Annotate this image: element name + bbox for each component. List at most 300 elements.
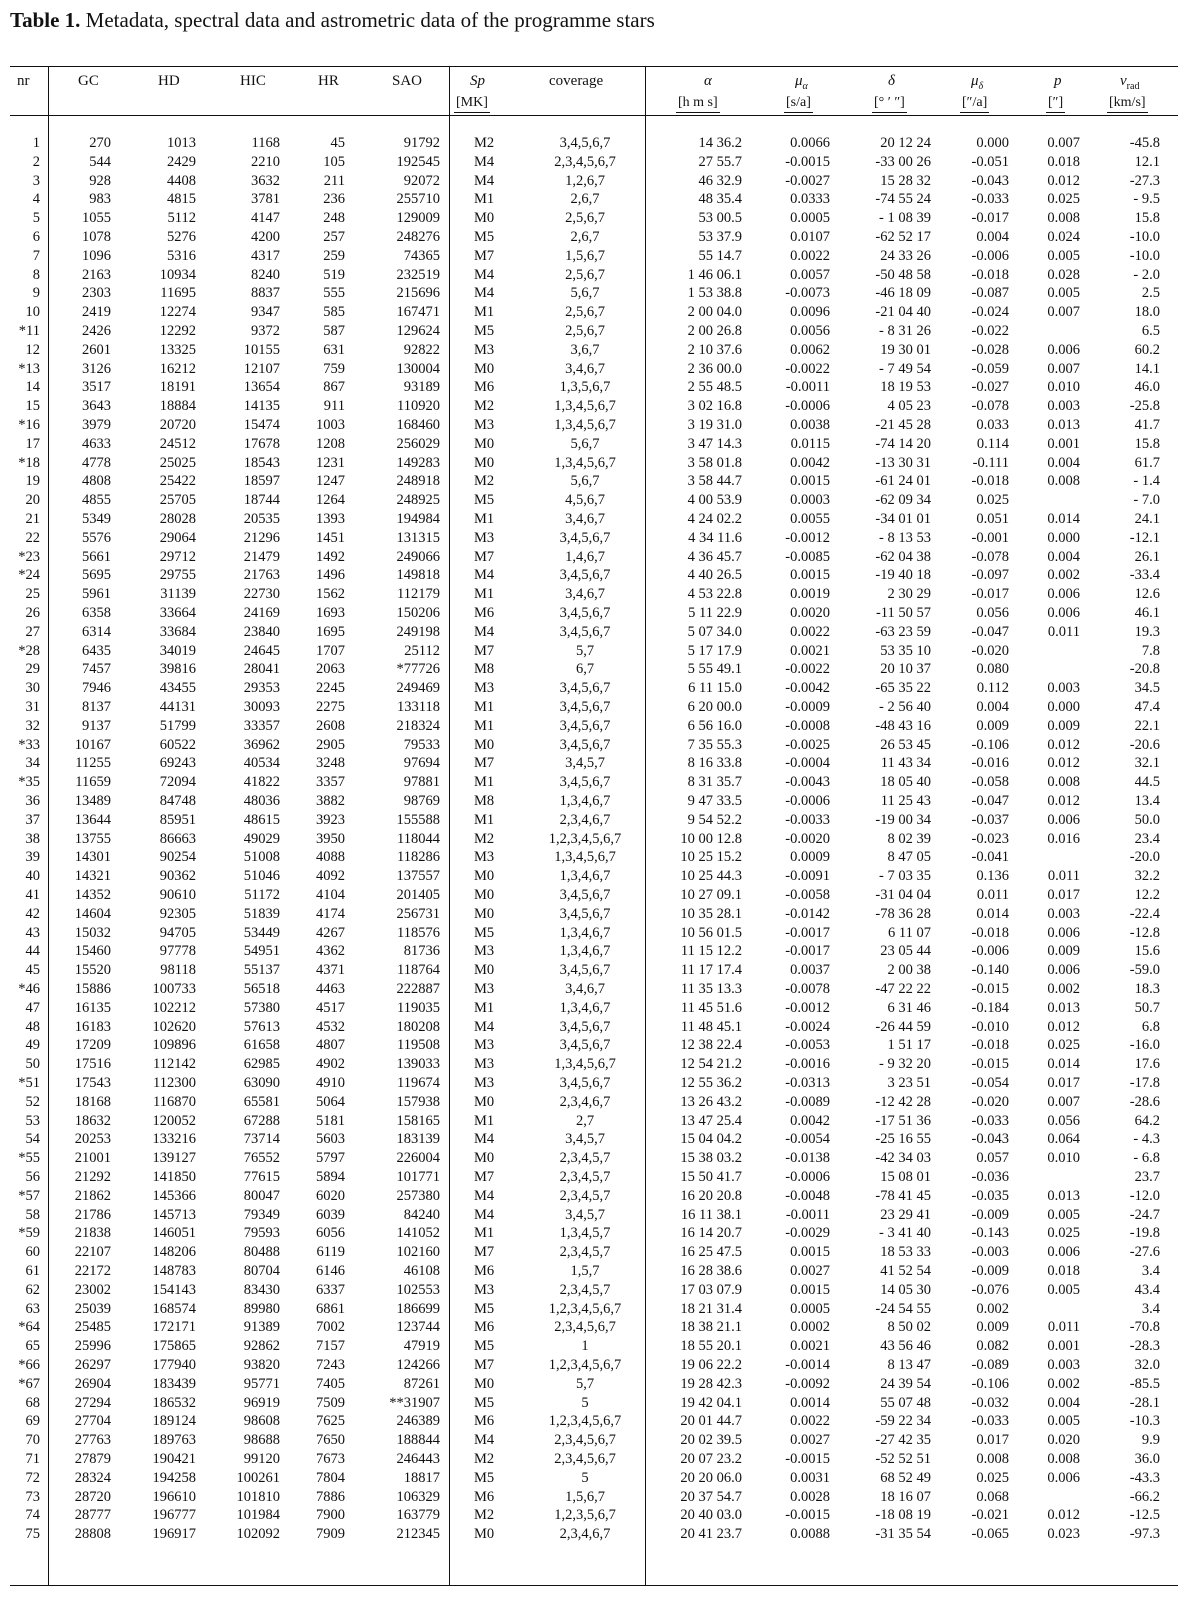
cell-sp: M1 xyxy=(474,699,495,715)
cell-hd: 13325 xyxy=(159,341,196,358)
cell-vrad: 60.2 xyxy=(1134,341,1160,358)
cell-gc: 15886 xyxy=(74,981,111,997)
cell-sp: M2 xyxy=(474,473,495,490)
cell-coverage: 3,4,6,7 xyxy=(565,981,605,997)
cell-delta: - 8 13 53 xyxy=(879,529,931,546)
cell-hd: 196917 xyxy=(152,1526,196,1543)
cell-hr: 105 xyxy=(323,153,345,170)
cell-sp: M1 xyxy=(474,586,495,603)
cell-delta: -17 51 36 xyxy=(875,1112,931,1129)
cell-hic: 96919 xyxy=(243,1394,280,1411)
cell-sao: 246443 xyxy=(396,1451,440,1467)
cell-mu-alpha: -0.0042 xyxy=(785,680,830,697)
cell-sp: M6 xyxy=(474,605,495,621)
cell-mu-alpha: -0.0025 xyxy=(785,736,830,753)
cell-coverage: 2,3,4,5,7 xyxy=(559,1187,611,1204)
cell-hd: 102212 xyxy=(152,999,196,1016)
cell-coverage: 2,3,4,5,7 xyxy=(559,1244,611,1261)
cell-delta: -62 04 38 xyxy=(875,548,931,565)
cell-sp: M3 xyxy=(474,943,495,960)
cell-sp: M4 xyxy=(474,1432,495,1449)
cell-hic: 28041 xyxy=(243,661,280,678)
cell-sao: 47919 xyxy=(403,1338,440,1355)
cell-sp: M0 xyxy=(474,435,495,452)
cell-hd: 20720 xyxy=(159,417,196,433)
cell-sao: 18817 xyxy=(403,1469,440,1486)
cell-parallax: 0.004 xyxy=(1047,454,1080,471)
cell-hr: 1695 xyxy=(316,623,345,640)
col-mu-alpha-header: $\mu_\alpha$ xyxy=(795,73,808,92)
cell-sao: 255710 xyxy=(396,191,440,208)
cell-hic: 48036 xyxy=(243,793,280,809)
cell-nr: 30 xyxy=(25,680,40,697)
cell-sao: 119674 xyxy=(397,1075,440,1091)
cell-alpha: 6 20 00.0 xyxy=(687,699,742,715)
cell-parallax: 0.064 xyxy=(1047,1131,1080,1148)
cell-hr: 911 xyxy=(323,398,345,415)
cell-alpha: 4 24 02.2 xyxy=(687,511,742,527)
cell-mu-delta: -0.009 xyxy=(971,1206,1009,1223)
cell-parallax: 0.012 xyxy=(1047,1507,1080,1524)
cell-gc: 11659 xyxy=(75,774,111,791)
cell-delta: 8 02 39 xyxy=(887,830,931,847)
cell-vrad: 41.7 xyxy=(1134,417,1160,433)
cell-sp: M2 xyxy=(474,398,495,415)
cell-mu-delta: -0.006 xyxy=(971,247,1009,264)
cell-gc: 6314 xyxy=(82,623,111,640)
cell-mu-delta: 0.136 xyxy=(976,868,1009,885)
cell-mu-alpha: -0.0054 xyxy=(785,1131,830,1148)
cell-sao: 212345 xyxy=(396,1526,440,1543)
cell-nr: *11 xyxy=(18,323,40,339)
cell-parallax: 0.023 xyxy=(1047,1526,1080,1543)
cell-mu-delta: 0.080 xyxy=(976,661,1009,678)
cell-hr: 6039 xyxy=(316,1206,345,1223)
cell-gc: 20253 xyxy=(74,1131,111,1148)
cell-sao: 131315 xyxy=(396,529,440,546)
cell-gc: 23002 xyxy=(74,1281,111,1298)
cell-sp: M3 xyxy=(474,529,495,546)
cell-nr: 73 xyxy=(25,1488,40,1505)
cell-sao: 93189 xyxy=(403,379,440,396)
cell-parallax: 0.014 xyxy=(1047,1056,1080,1073)
cell-hd: 60522 xyxy=(159,736,196,753)
cell-gc: 17543 xyxy=(74,1075,111,1091)
cell-coverage: 1,2,3,4,5,6,7 xyxy=(548,830,622,847)
cell-delta: 11 43 34 xyxy=(880,755,931,772)
cell-hr: 45 xyxy=(330,135,345,151)
cell-hr: 2063 xyxy=(316,661,345,678)
cell-mu-delta: -0.006 xyxy=(971,943,1009,960)
cell-delta: 20 12 24 xyxy=(880,135,931,151)
cell-nr: 3 xyxy=(32,172,40,189)
cell-mu-delta: -0.021 xyxy=(971,1507,1009,1524)
cell-vrad: 32.1 xyxy=(1134,755,1160,772)
cell-mu-alpha: -0.0015 xyxy=(785,1507,830,1524)
cell-gc: 14321 xyxy=(74,868,111,885)
cell-delta: -21 04 40 xyxy=(875,304,931,321)
cell-nr: 72 xyxy=(25,1469,40,1486)
cell-mu-delta: -0.087 xyxy=(971,285,1009,302)
cell-mu-delta: 0.004 xyxy=(976,699,1009,715)
cell-parallax: 0.005 xyxy=(1047,1281,1080,1298)
cell-hic: 53449 xyxy=(243,924,280,941)
cell-sp: M7 xyxy=(474,755,495,772)
cell-delta: 18 16 07 xyxy=(880,1488,931,1505)
cell-hd: 29064 xyxy=(159,529,196,546)
cell-alpha: 20 20 06.0 xyxy=(680,1469,742,1486)
cell-hic: 2210 xyxy=(251,153,280,170)
cell-hic: 36962 xyxy=(243,736,280,753)
cell-sp: M2 xyxy=(474,135,495,151)
cell-parallax: 0.003 xyxy=(1047,680,1080,697)
cell-vrad: - 1.4 xyxy=(1133,473,1160,490)
cell-gc: 14301 xyxy=(74,849,111,866)
cell-mu-alpha: -0.0015 xyxy=(785,1451,830,1467)
cell-hd: 141850 xyxy=(152,1169,196,1185)
cell-sao: 118286 xyxy=(397,849,440,866)
cell-hr: 4532 xyxy=(316,1018,345,1035)
cell-delta: 41 52 54 xyxy=(880,1263,931,1279)
cell-mu-alpha: -0.0022 xyxy=(785,360,830,377)
cell-vrad: 18.0 xyxy=(1134,304,1160,321)
cell-delta: -62 52 17 xyxy=(875,229,931,245)
cell-sp: M1 xyxy=(474,999,495,1016)
cell-mu-delta: -0.078 xyxy=(971,548,1009,565)
divider-after-sao xyxy=(449,66,450,1585)
cell-sao: 150206 xyxy=(396,605,440,621)
cell-alpha: 4 34 11.6 xyxy=(688,529,742,546)
cell-coverage: 3,4,6,7 xyxy=(565,586,605,603)
cell-gc: 7457 xyxy=(82,661,111,678)
cell-sp: M8 xyxy=(474,793,495,809)
cell-sao: 256731 xyxy=(396,905,440,922)
cell-alpha: 8 16 33.8 xyxy=(687,755,742,772)
cell-hic: 83430 xyxy=(243,1281,280,1298)
cell-mu-delta: -0.033 xyxy=(971,191,1009,208)
cell-hr: 236 xyxy=(323,191,345,208)
cell-nr: *16 xyxy=(18,417,40,433)
cell-nr: 31 xyxy=(25,699,40,715)
cell-vrad: 12.6 xyxy=(1134,586,1160,603)
cell-hic: 51839 xyxy=(243,905,280,922)
cell-mu-delta: -0.047 xyxy=(971,623,1009,640)
cell-hic: 18597 xyxy=(243,473,280,490)
cell-nr: 69 xyxy=(25,1413,40,1430)
cell-delta: 18 53 33 xyxy=(880,1244,931,1261)
cell-parallax: 0.006 xyxy=(1047,1469,1080,1486)
cell-mu-delta: 0.057 xyxy=(976,1150,1009,1167)
cell-gc: 13755 xyxy=(74,830,111,847)
cell-sp: M1 xyxy=(474,811,495,828)
cell-vrad: 23.7 xyxy=(1134,1169,1160,1185)
cell-mu-delta: -0.054 xyxy=(971,1075,1009,1091)
cell-coverage: 3,4,5,6,7 xyxy=(559,1018,611,1035)
cell-gc: 13644 xyxy=(74,811,111,828)
cell-mu-alpha: 0.0014 xyxy=(790,1394,830,1411)
cell-vrad: 15.8 xyxy=(1134,210,1160,227)
cell-sao: 81736 xyxy=(403,943,440,960)
cell-hd: 84748 xyxy=(159,793,196,809)
cell-hr: 4088 xyxy=(316,849,345,866)
cell-gc: 21862 xyxy=(74,1187,111,1204)
cell-vrad: -27.3 xyxy=(1129,172,1160,189)
cell-parallax: 0.013 xyxy=(1047,999,1080,1016)
cell-sao: 129009 xyxy=(396,210,440,227)
cell-alpha: 46 32.9 xyxy=(698,172,742,189)
cell-hd: 94705 xyxy=(159,924,196,941)
cell-mu-delta: -0.111 xyxy=(972,454,1009,471)
cell-delta: 4 05 23 xyxy=(887,398,931,415)
cell-mu-alpha: -0.0014 xyxy=(785,1357,830,1373)
cell-gc: 1096 xyxy=(82,247,111,264)
cell-vrad: 47.4 xyxy=(1134,699,1160,715)
cell-parallax: 0.004 xyxy=(1047,548,1080,565)
cell-nr: 71 xyxy=(25,1451,40,1467)
cell-coverage: 3,4,5,6,7 xyxy=(559,680,611,697)
cell-hd: 25422 xyxy=(159,473,196,490)
cell-vrad: 46.0 xyxy=(1134,379,1160,396)
cell-nr: 34 xyxy=(25,755,40,772)
cell-mu-delta: -0.041 xyxy=(971,849,1009,866)
cell-delta: -50 48 58 xyxy=(875,266,931,283)
cell-vrad: -12.5 xyxy=(1129,1507,1160,1524)
cell-vrad: 44.5 xyxy=(1134,774,1160,791)
cell-coverage: 1,3,5,6,7 xyxy=(559,379,611,396)
cell-gc: 27763 xyxy=(74,1432,111,1449)
cell-sao: 249198 xyxy=(396,623,440,640)
cell-gc: 7946 xyxy=(82,680,111,697)
cell-hr: 4092 xyxy=(316,868,345,885)
cell-gc: 544 xyxy=(89,153,111,170)
cell-sao: 167471 xyxy=(396,304,440,321)
cell-hr: 6337 xyxy=(316,1281,345,1298)
cell-hr: 5603 xyxy=(316,1131,345,1148)
cell-vrad: -20.8 xyxy=(1129,661,1160,678)
cell-mu-delta: -0.018 xyxy=(971,473,1009,490)
cell-parallax: 0.006 xyxy=(1047,605,1080,621)
cell-delta: - 1 08 39 xyxy=(879,210,931,227)
cell-coverage: 1,2,3,4,5,6,7 xyxy=(548,1357,622,1373)
cell-hic: 99120 xyxy=(243,1451,280,1467)
cell-alpha: 3 19 31.0 xyxy=(687,417,742,433)
cell-hd: 44131 xyxy=(159,699,196,715)
cell-alpha: 13 26 43.2 xyxy=(680,1093,742,1110)
cell-parallax: 0.006 xyxy=(1047,1244,1080,1261)
table-caption xyxy=(10,8,655,33)
cell-parallax: 0.012 xyxy=(1047,736,1080,753)
cell-sao: 257380 xyxy=(396,1187,440,1204)
cell-delta: - 2 56 40 xyxy=(879,699,931,715)
cell-mu-alpha: -0.0043 xyxy=(785,774,830,791)
cell-alpha: 19 06 22.2 xyxy=(680,1357,742,1373)
cell-mu-alpha: -0.0006 xyxy=(785,1169,830,1185)
cell-vrad: -20.0 xyxy=(1129,849,1160,866)
cell-sp: M0 xyxy=(474,736,495,753)
cell-delta: -11 50 57 xyxy=(875,605,931,621)
cell-alpha: 13 47 25.4 xyxy=(680,1112,742,1129)
cell-hic: 76552 xyxy=(243,1150,280,1167)
cell-nr: 5 xyxy=(32,210,40,227)
cell-sp: M6 xyxy=(474,1488,495,1505)
cell-hd: 5112 xyxy=(167,210,196,227)
cell-delta: -18 08 19 xyxy=(875,1507,931,1524)
cell-delta: 14 05 30 xyxy=(880,1281,931,1298)
cell-sao: 194984 xyxy=(396,511,440,527)
cell-parallax: 0.056 xyxy=(1047,1112,1080,1129)
cell-mu-delta: -0.001 xyxy=(971,529,1009,546)
cell-coverage: 3,4,5,7 xyxy=(565,755,605,772)
cell-mu-alpha: -0.0089 xyxy=(785,1093,830,1110)
cell-gc: 6358 xyxy=(82,605,111,621)
cell-coverage: 1,5,6,7 xyxy=(565,1488,605,1505)
cell-nr: 63 xyxy=(25,1300,40,1317)
cell-vrad: -10.0 xyxy=(1129,247,1160,264)
cell-gc: 2303 xyxy=(82,285,111,302)
cell-mu-alpha: -0.0138 xyxy=(785,1150,830,1167)
cell-sp: M8 xyxy=(474,661,495,678)
cell-delta: -12 42 28 xyxy=(875,1093,931,1110)
cell-hd: 29755 xyxy=(159,567,196,584)
cell-hic: 93820 xyxy=(243,1357,280,1373)
cell-nr: *46 xyxy=(18,981,40,997)
cell-parallax: 0.003 xyxy=(1047,1357,1080,1373)
cell-sp: M0 xyxy=(474,1375,495,1392)
cell-hr: 3950 xyxy=(316,830,345,847)
cell-alpha: 3 58 44.7 xyxy=(687,473,742,490)
cell-alpha: 4 00 53.9 xyxy=(687,492,742,509)
cell-sao: 249469 xyxy=(396,680,440,697)
cell-mu-delta: -0.059 xyxy=(971,360,1009,377)
cell-sao: 149283 xyxy=(396,454,440,471)
cell-hic: 41822 xyxy=(243,774,280,791)
cell-hd: 133216 xyxy=(152,1131,196,1148)
cell-mu-delta: 0.056 xyxy=(976,605,1009,621)
cell-hic: 21296 xyxy=(243,529,280,546)
cell-parallax: 0.006 xyxy=(1047,924,1080,941)
cell-sao: 168460 xyxy=(396,417,440,433)
cell-coverage: 2,3,4,5,6,7 xyxy=(554,1432,616,1449)
cell-delta: 26 53 45 xyxy=(880,736,931,753)
cell-hd: 34019 xyxy=(159,642,196,659)
cell-sp: M7 xyxy=(474,1169,495,1185)
col-alpha-header: α xyxy=(704,73,712,89)
cell-nr: *28 xyxy=(18,642,40,659)
cell-sao: 101771 xyxy=(396,1169,440,1185)
cell-coverage: 1,3,4,5,6,7 xyxy=(554,849,616,866)
cell-alpha: 48 35.4 xyxy=(698,191,742,208)
cell-hr: 7002 xyxy=(316,1319,345,1336)
cell-hd: 72094 xyxy=(159,774,196,791)
cell-vrad: -24.7 xyxy=(1129,1206,1160,1223)
cell-hd: 92305 xyxy=(159,905,196,922)
cell-hd: 196777 xyxy=(152,1507,196,1524)
cell-mu-alpha: -0.0048 xyxy=(785,1187,830,1204)
cell-coverage: 2,3,4,5,6,7 xyxy=(554,1451,616,1467)
cell-alpha: 5 07 34.0 xyxy=(687,623,742,640)
cell-coverage: 3,4,5,6,7 xyxy=(559,567,611,584)
cell-alpha: 20 02 39.5 xyxy=(680,1432,742,1449)
cell-hic: 4200 xyxy=(251,229,280,245)
cell-mu-delta: -0.058 xyxy=(971,774,1009,791)
cell-sp: M4 xyxy=(474,623,495,640)
cell-hr: 759 xyxy=(323,360,345,377)
cell-sp: M2 xyxy=(474,830,495,847)
cell-coverage: 3,4,5,7 xyxy=(565,1131,605,1148)
cell-alpha: 16 25 47.5 xyxy=(680,1244,742,1261)
cell-hic: 22730 xyxy=(243,586,280,603)
cell-coverage: 3,4,5,6,7 xyxy=(559,623,611,640)
cell-hd: 196610 xyxy=(152,1488,196,1505)
cell-mu-delta: -0.037 xyxy=(971,811,1009,828)
cell-nr: 19 xyxy=(25,473,40,490)
cell-mu-delta: -0.035 xyxy=(971,1187,1009,1204)
cell-hic: 14135 xyxy=(243,398,280,415)
cell-vrad: -97.3 xyxy=(1129,1526,1160,1543)
cell-hic: 57380 xyxy=(243,999,280,1016)
cell-parallax: 0.011 xyxy=(1047,623,1080,640)
cell-hd: 33684 xyxy=(159,623,196,640)
cell-coverage: 3,4,5,6,7 xyxy=(559,1075,611,1091)
cell-hr: 7625 xyxy=(316,1413,345,1430)
cell-hr: 7886 xyxy=(316,1488,345,1505)
cell-hr: 1231 xyxy=(316,454,345,471)
cell-hic: 100261 xyxy=(236,1469,280,1486)
cell-hr: 7673 xyxy=(316,1451,345,1467)
cell-mu-alpha: -0.0012 xyxy=(785,529,830,546)
cell-alpha: 10 27 09.1 xyxy=(680,887,742,903)
cell-delta: -19 40 18 xyxy=(875,567,931,584)
col-mu-alpha-unit: [s/a] xyxy=(784,95,813,113)
cell-hr: 1393 xyxy=(316,511,345,527)
cell-hd: 183439 xyxy=(152,1375,196,1392)
cell-nr: 49 xyxy=(25,1037,40,1054)
cell-alpha: 11 15 12.2 xyxy=(680,943,742,960)
cell-mu-delta: 0.009 xyxy=(976,717,1009,734)
cell-vrad: 43.4 xyxy=(1134,1281,1160,1298)
cell-sp: M3 xyxy=(474,417,495,433)
cell-nr: 22 xyxy=(25,529,40,546)
cell-parallax: 0.006 xyxy=(1047,962,1080,979)
cell-coverage: 3,4,5,6,7 xyxy=(559,774,611,791)
cell-alpha: 12 38 22.4 xyxy=(680,1037,742,1054)
cell-hic: 79593 xyxy=(243,1225,280,1242)
cell-parallax: 0.009 xyxy=(1047,943,1080,960)
cell-gc: 25996 xyxy=(74,1338,111,1355)
cell-coverage: 1,3,4,6,7 xyxy=(559,924,611,941)
cell-gc: 26904 xyxy=(74,1375,111,1392)
cell-hr: 3882 xyxy=(316,793,345,809)
cell-sp: M1 xyxy=(474,511,495,527)
cell-mu-alpha: 0.0021 xyxy=(790,642,830,659)
cell-nr: 56 xyxy=(25,1169,40,1185)
cell-sp: M1 xyxy=(474,717,495,734)
cell-sp: M1 xyxy=(474,1225,495,1242)
cell-sp: M7 xyxy=(474,1357,495,1373)
cell-nr: 53 xyxy=(25,1112,40,1129)
cell-mu-alpha: 0.0037 xyxy=(790,962,830,979)
cell-nr: *24 xyxy=(18,567,40,584)
cell-gc: 5695 xyxy=(82,567,111,584)
cell-gc: 4855 xyxy=(82,492,111,509)
cell-sp: M7 xyxy=(474,1244,495,1261)
cell-sp: M3 xyxy=(474,1281,495,1298)
cell-mu-delta: 0.011 xyxy=(976,887,1009,903)
col-mu-delta-unit: [″/a] xyxy=(960,95,989,113)
cell-mu-delta: -0.065 xyxy=(971,1526,1009,1543)
cell-gc: 11255 xyxy=(75,755,111,772)
cell-sao: 201405 xyxy=(396,887,440,903)
